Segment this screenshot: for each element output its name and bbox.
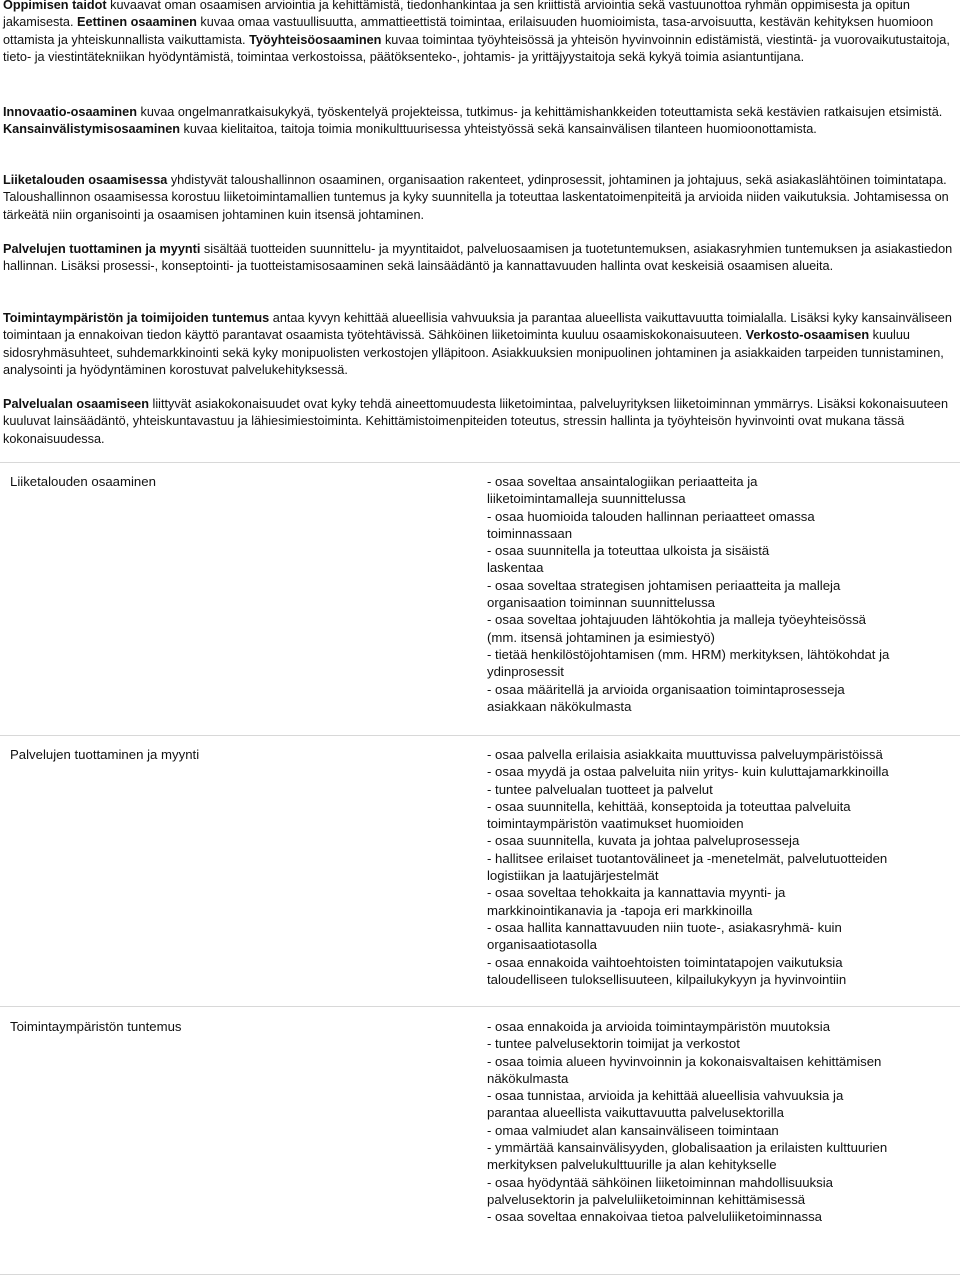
competence-line: - osaa hallita kannattavuuden niin tuote-, asiakasryhmä- kuin — [487, 919, 842, 935]
competence-line: - osaa soveltaa tehokkaita ja kannattavia myynti- ja — [487, 885, 786, 901]
competence-line: - osaa soveltaa strategisen johtamisen periaatteita ja malleja — [487, 577, 841, 593]
paragraph-text: kuvaa toimintaa työyhteisössä ja yhteisön hyvinvoinnin edistämistä, viestintä- ja vuorovaikutustaitoja, tieto- ja viestintätekniikan hyödyntämistä, toimintaa verkostoissa, päätöksenteko-, johtamis- ja yrittäjyystaitoja sekä kykyä toimia asiantuntijana. — [3, 32, 950, 65]
table-divider — [0, 462, 960, 463]
competence-line: - osaa määritellä ja arvioida organisaation toimintaprosesseja — [487, 681, 845, 697]
competence-line: - hallitsee erilaiset tuotantovälineet ja -menetelmät, palvelutuotteiden — [487, 850, 888, 866]
paragraph-heading-term: Oppimisen taidot — [3, 0, 107, 12]
paragraph-heading-term: Palvelualan osaamiseen — [3, 397, 149, 411]
table-row-label: Toimintaympäristön tuntemus — [10, 1019, 182, 1034]
table-row-competences — [487, 1018, 952, 1226]
paragraph-heading-term: Verkosto-osaamisen — [745, 328, 870, 343]
competence-line: logistiikan ja laatujärjestelmät — [487, 868, 659, 884]
competence-line: (mm. itsensä johtaminen ja esimiestyö) — [487, 629, 715, 645]
paragraph-text: kuvaavat oman osaamisen arviointia ja kehittämistä, tiedonhankintaa ja sen kriittistä arviointia sekä vastuunottoa ryhmän oppimisesta ja opitun jakamisesta. — [3, 0, 910, 30]
competence-line: - osaa toimia alueen hyvinvoinnin ja kokonaisvaltaisen kehittämisen — [487, 1053, 882, 1069]
competence-line: - osaa ennakoida ja arvioida toimintaympäristön muutoksia — [487, 1019, 831, 1034]
paragraph-business-competence — [3, 172, 955, 224]
paragraph-service-industry — [3, 396, 955, 448]
competence-line: - tuntee palvelualan tuotteet ja palvelut — [487, 781, 713, 797]
paragraph-heading-term: Kansainvälistymisosaaminen — [3, 122, 180, 137]
competence-line: organisaatiotasolla — [487, 937, 597, 953]
paragraph-text: kuuluu sidosryhmäsuhteet, suhdemarkkinointi sekä kyky monipuolisten verkostojen ylläpitoon. Asiakkuuksien monipuolinen johtaminen ja asiakkaiden tarpeiden tunnistaminen, analysointi ja hyödyntäminen korostuvat palvelukehityksessä. — [3, 328, 944, 378]
competence-line: taloudelliseen tuloksellisuuteen, kilpailukykyyn ja hyvinvointiin — [487, 971, 847, 987]
table-row-label: Liiketalouden osaaminen — [10, 474, 156, 489]
competence-line: - osaa tunnistaa, arvioida ja kehittää alueellisia vahvuuksia ja — [487, 1088, 844, 1104]
competence-line: - osaa suunnitella, kehittää, konseptoida ja toteuttaa palveluita — [487, 798, 851, 814]
competence-line: - osaa palvella erilaisia asiakkaita muuttuvissa palveluympäristöissä — [487, 747, 883, 762]
table-row-competences — [487, 473, 952, 715]
paragraph-text: kuvaa kielitaitoa, taitoja toimia monikulttuurisessa yhteistyössä sekä kansainvälisen tilanteen huomioonottamista. — [180, 122, 817, 137]
competence-line: näkökulmasta — [487, 1070, 569, 1086]
competence-line: - omaa valmiudet alan kansainväliseen toimintaan — [487, 1122, 779, 1138]
paragraph-heading-term: Toimintaympäristön ja toimijoiden tuntemus — [3, 311, 270, 325]
competence-line: - tietää henkilöstöjohtamisen (mm. HRM) merkityksen, lähtökohdat ja — [487, 646, 890, 662]
competence-line: markkinointikanavia ja -tapoja eri markkinoilla — [487, 902, 753, 918]
competence-line: ydinprosessit — [487, 664, 564, 680]
paragraph-text: kuvaa omaa vastuullisuutta, ammattieettistä toimintaa, erilaisuuden huomioimista, tasa-arvoisuutta, kestävän kehityksen huomioon ottamista ja yhteiskunnallista vaikuttamista. — [3, 15, 934, 47]
competence-line: organisaation toiminnan suunnittelussa — [487, 595, 715, 611]
table-divider — [0, 735, 960, 736]
competence-line: laskentaa — [487, 560, 544, 576]
competence-line: asiakkaan näkökulmasta — [487, 698, 632, 714]
paragraph-learning-ethics-workplace — [3, 0, 955, 67]
competence-line: - osaa myydä ja ostaa palveluita niin yritys- kuin kuluttajamarkkinoilla — [487, 764, 889, 780]
competence-line: - osaa soveltaa johtajuuden lähtökohtia ja malleja työeyhteisössä — [487, 612, 867, 628]
competence-line: - osaa soveltaa ennakoivaa tietoa palveluliiketoiminnassa — [487, 1209, 823, 1225]
competence-line: toiminnassaan — [487, 525, 573, 541]
competence-line: - osaa huomioida talouden hallinnan periaatteet omassa — [487, 508, 815, 524]
competence-line: parantaa alueellista vaikuttavuutta palvelusektorilla — [487, 1105, 784, 1121]
competence-line: palvelusektorin ja palveluliiketoiminnan kehittämisessä — [487, 1191, 806, 1207]
paragraph-innovation-internationalization — [3, 104, 955, 139]
competence-line: - tuntee palvelusektorin toimijat ja verkostot — [487, 1036, 740, 1052]
paragraph-heading-term: Liiketalouden osaamisessa — [3, 173, 168, 187]
paragraph-heading-term: Palvelujen tuottaminen ja myynti — [3, 242, 201, 256]
paragraph-heading-term: Innovaatio-osaaminen — [3, 105, 137, 119]
table-divider — [0, 1274, 960, 1275]
competence-line: toimintaympäristön vaatimukset huomioiden — [487, 816, 744, 832]
competence-line: merkityksen palvelukulttuurille ja alan kehitykselle — [487, 1157, 777, 1173]
paragraph-heading-term: Työyhteisöosaaminen — [249, 32, 382, 47]
competence-line: - osaa soveltaa ansaintalogiikan periaatteita ja — [487, 474, 758, 489]
paragraph-text: liittyvät asiakokonaisuudet ovat kyky tehdä aineettomuudesta liiketoimintaa, palveluyrityksen liiketoiminnan ymmärrys. Lisäksi kokonaisuuteen kuuluvat lainsäädäntö, yhteiskuntavastuu ja lähiesimiestoiminta. Kehittämistoimenpiteiden toteutus, stressin hallinta ja työyhteisön hyvinvointi ovat mukana tässä kokonaisuudessa. — [3, 397, 949, 446]
competence-line: - osaa hyödyntää sähköinen liiketoiminnan mahdollisuuksia — [487, 1174, 834, 1190]
paragraph-service-production-sales — [3, 241, 955, 276]
competence-line: liiketoimintamalleja suunnittelussa — [487, 491, 686, 507]
table-divider — [0, 1006, 960, 1007]
competence-line: - osaa suunnitella, kuvata ja johtaa palveluprosesseja — [487, 833, 800, 849]
table-row-competences — [487, 746, 952, 988]
paragraph-text: kuvaa ongelmanratkaisukykyä, työskentelyä projekteissa, tutkimus- ja kehittämishankkeiden toteuttamista sekä kestävien ratkaisujen etsimistä. — [136, 105, 943, 119]
table-row-label: Palvelujen tuottaminen ja myynti — [10, 747, 200, 762]
paragraph-heading-term: Eettinen osaaminen — [77, 15, 197, 30]
paragraph-text: yhdistyvät taloushallinnon osaaminen, organisaation rakenteet, ydinprosessit, johtaminen ja johtajuus, sekä asiakaslähtöinen toimintatapa. Taloushallinnon osaamisessa korostuu liiketoimintamallien tuntemus ja kyky suunnitella ja toteuttaa laskentatoimenpiteitä ja arvioida niiden vaikutuksia. Johtamisessa on tärkeätä niin organisointi ja osaamisen johtaminen kuin itsensä johtaminen. — [3, 173, 949, 222]
competence-line: - ymmärtää kansainvälisyyden, globalisaation ja erilaisten kulttuurien — [487, 1140, 888, 1156]
competence-line: - osaa ennakoida vaihtoehtoisten toimintatapojen vaikutuksia — [487, 954, 843, 970]
paragraph-text: antaa kyvyn kehittää alueellisia vahvuuksia ja parantaa alueellista vaikuttavuutta toimialalla. Lisäksi kyky kansainväliseen toimintaan ja ennakoivan tiedon käyttö parantavat osaamista työtehtävissä. Sähköinen liiketoiminta kuuluu osaamiskokonaisuuteen. — [3, 311, 952, 343]
paragraph-text: sisältää tuotteiden suunnittelu- ja myyntitaidot, palveluosaamisen ja tuotetuntemuksen, asiakasryhmien tuntemuksen ja asiakastiedon hallinnan. Lisäksi prosessi-, konseptointi- ja tuotteistamisosaaminen sekä lainsäädäntö ja kannattavuuden hallinta ovat keskeisiä osaamisen alueita. — [3, 242, 953, 274]
paragraph-operating-environment — [3, 310, 955, 380]
competence-line: - osaa suunnitella ja toteuttaa ulkoista ja sisäistä — [487, 543, 770, 559]
